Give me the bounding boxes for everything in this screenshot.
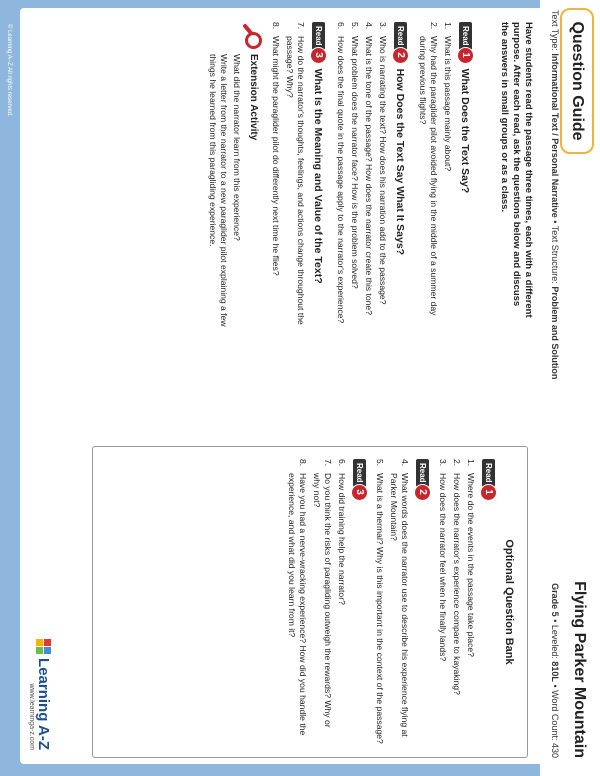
- text-structure-label: Text Structure:: [550, 225, 560, 284]
- page-title: Question Guide: [560, 8, 594, 154]
- read-badge: Read: [416, 459, 429, 487]
- logo-blocks-icon: [36, 639, 51, 654]
- section-title: What Is the Meaning and Value of the Text?: [312, 68, 325, 284]
- read-number-badge: 1: [480, 484, 497, 501]
- learning-az-logo: [28, 639, 52, 750]
- question-item: 5. What problem does the narrator face? How is the problem solved?: [350, 22, 360, 289]
- read-badge: Read: [394, 22, 407, 50]
- read-section-heading: [310, 22, 327, 340]
- question-item: 7. How do the narrator's thoughts, feelings, and actions change throughout the passage? Why?: [285, 22, 306, 325]
- read-number-badge: 3: [310, 47, 327, 64]
- bank-read-heading: [414, 459, 431, 745]
- text-type-label: Text Type:: [550, 10, 560, 51]
- question-item: 5. What is a thermal? Why is this important in the context of the passage?: [375, 459, 385, 744]
- level-label: Leveled:: [550, 624, 560, 659]
- text-type-value: Informational Text / Personal Narrative: [550, 53, 560, 218]
- question-item: 8. What might the paraglider pilot do differently next time he flies?: [271, 22, 281, 276]
- logo-text: Learning A-Z: [35, 658, 52, 750]
- question-item: 4. What is the tone of the passage? How does the narrator create this tone?: [364, 22, 374, 315]
- word-count-value: 430: [550, 742, 560, 758]
- optional-question-bank: [92, 446, 528, 758]
- extension-line-1: What did the narrator learn from this experience?: [232, 54, 242, 241]
- bank-question-list: [374, 459, 410, 745]
- read-section-heading: [457, 22, 474, 340]
- read-number-badge: 3: [351, 484, 368, 501]
- text-type-line: Text Type: Informational Text / Personal Narrative • Text Structure: Problem and Solution: [550, 10, 560, 380]
- bank-read-heading: [480, 459, 497, 745]
- book-title: Flying Parker Mountain: [571, 581, 588, 758]
- read-number-badge: 1: [457, 47, 474, 64]
- extension-line-2: Write a letter from the narrator to a new paraglider pilot explaining a few things he learned from this paragliding experience.: [208, 54, 229, 327]
- question-item: 1. What is this passage mainly about?: [443, 22, 453, 172]
- extension-heading: [244, 22, 264, 340]
- bank-read-heading: [351, 459, 368, 745]
- extension-title: Extension Activity: [248, 54, 260, 141]
- section-title: What Does the Text Say?: [459, 68, 472, 194]
- question-item: 6. How does the final quote in the passage apply to the narrator's experience?: [336, 22, 346, 324]
- text-structure-value: Problem and Solution: [550, 286, 560, 380]
- intro-instructions: Have students read the passage three times, each with a different purpose. After each read, ask the questions below and discuss the answers in small groups or as a class.: [499, 22, 534, 318]
- read-section-heading: [392, 22, 409, 340]
- copyright-notice: © Learning A–Z All rights reserved.: [6, 24, 12, 117]
- question-item: 6. How did training help the narrator?: [337, 459, 347, 605]
- question-item: 7. Do you think the risks of paragliding outweigh the rewards? Why or why not?: [312, 459, 333, 728]
- question-item: 3. Who is narrating the text? How does his narration add to the passage?: [378, 22, 388, 305]
- question-item: 2. Why had the paraglider pilot avoided flying in the middle of a summer day during previous flights?: [418, 22, 439, 316]
- read-badge: Read: [459, 22, 472, 50]
- bank-question-list: [286, 459, 347, 745]
- question-item: 1. Where do the events in the passage take place?: [466, 459, 476, 657]
- question-item: 3. How does the narrator feel when he finally lands?: [438, 459, 448, 662]
- grade-label: Grade 5: [550, 583, 560, 617]
- read-badge: Read: [482, 459, 495, 487]
- question-list: [335, 22, 388, 340]
- bank-title: Optional Question Bank: [503, 539, 515, 665]
- level-value: 810L: [550, 661, 560, 682]
- logo-url: www.learninga-z.com: [28, 683, 35, 750]
- read-number-badge: 2: [414, 484, 431, 501]
- read-badge: Read: [353, 459, 366, 487]
- bank-question-list: [437, 459, 476, 745]
- question-list: [270, 22, 306, 340]
- magnifier-icon: [244, 22, 264, 48]
- grade-meta: Grade 5 • Leveled: 810L • Word Count: 430: [550, 583, 560, 758]
- read-badge: Read: [312, 22, 325, 50]
- question-item: 8. Have you had a nerve-wracking experience? How did you handle the experience, and what did you learn from it?: [287, 459, 308, 736]
- word-count-label: Word Count:: [550, 690, 560, 741]
- question-item: 2. How does the narrator's experience compare to kayaking?: [452, 459, 462, 695]
- main-questions: [207, 22, 482, 340]
- header: [540, 0, 600, 776]
- read-number-badge: 2: [392, 47, 409, 64]
- section-title: How Does the Text Say What It Says?: [394, 68, 407, 256]
- question-item: 4. What words does the narrator use to describe his experience flying at Parker Mountain?: [389, 459, 410, 737]
- question-list: [417, 22, 453, 340]
